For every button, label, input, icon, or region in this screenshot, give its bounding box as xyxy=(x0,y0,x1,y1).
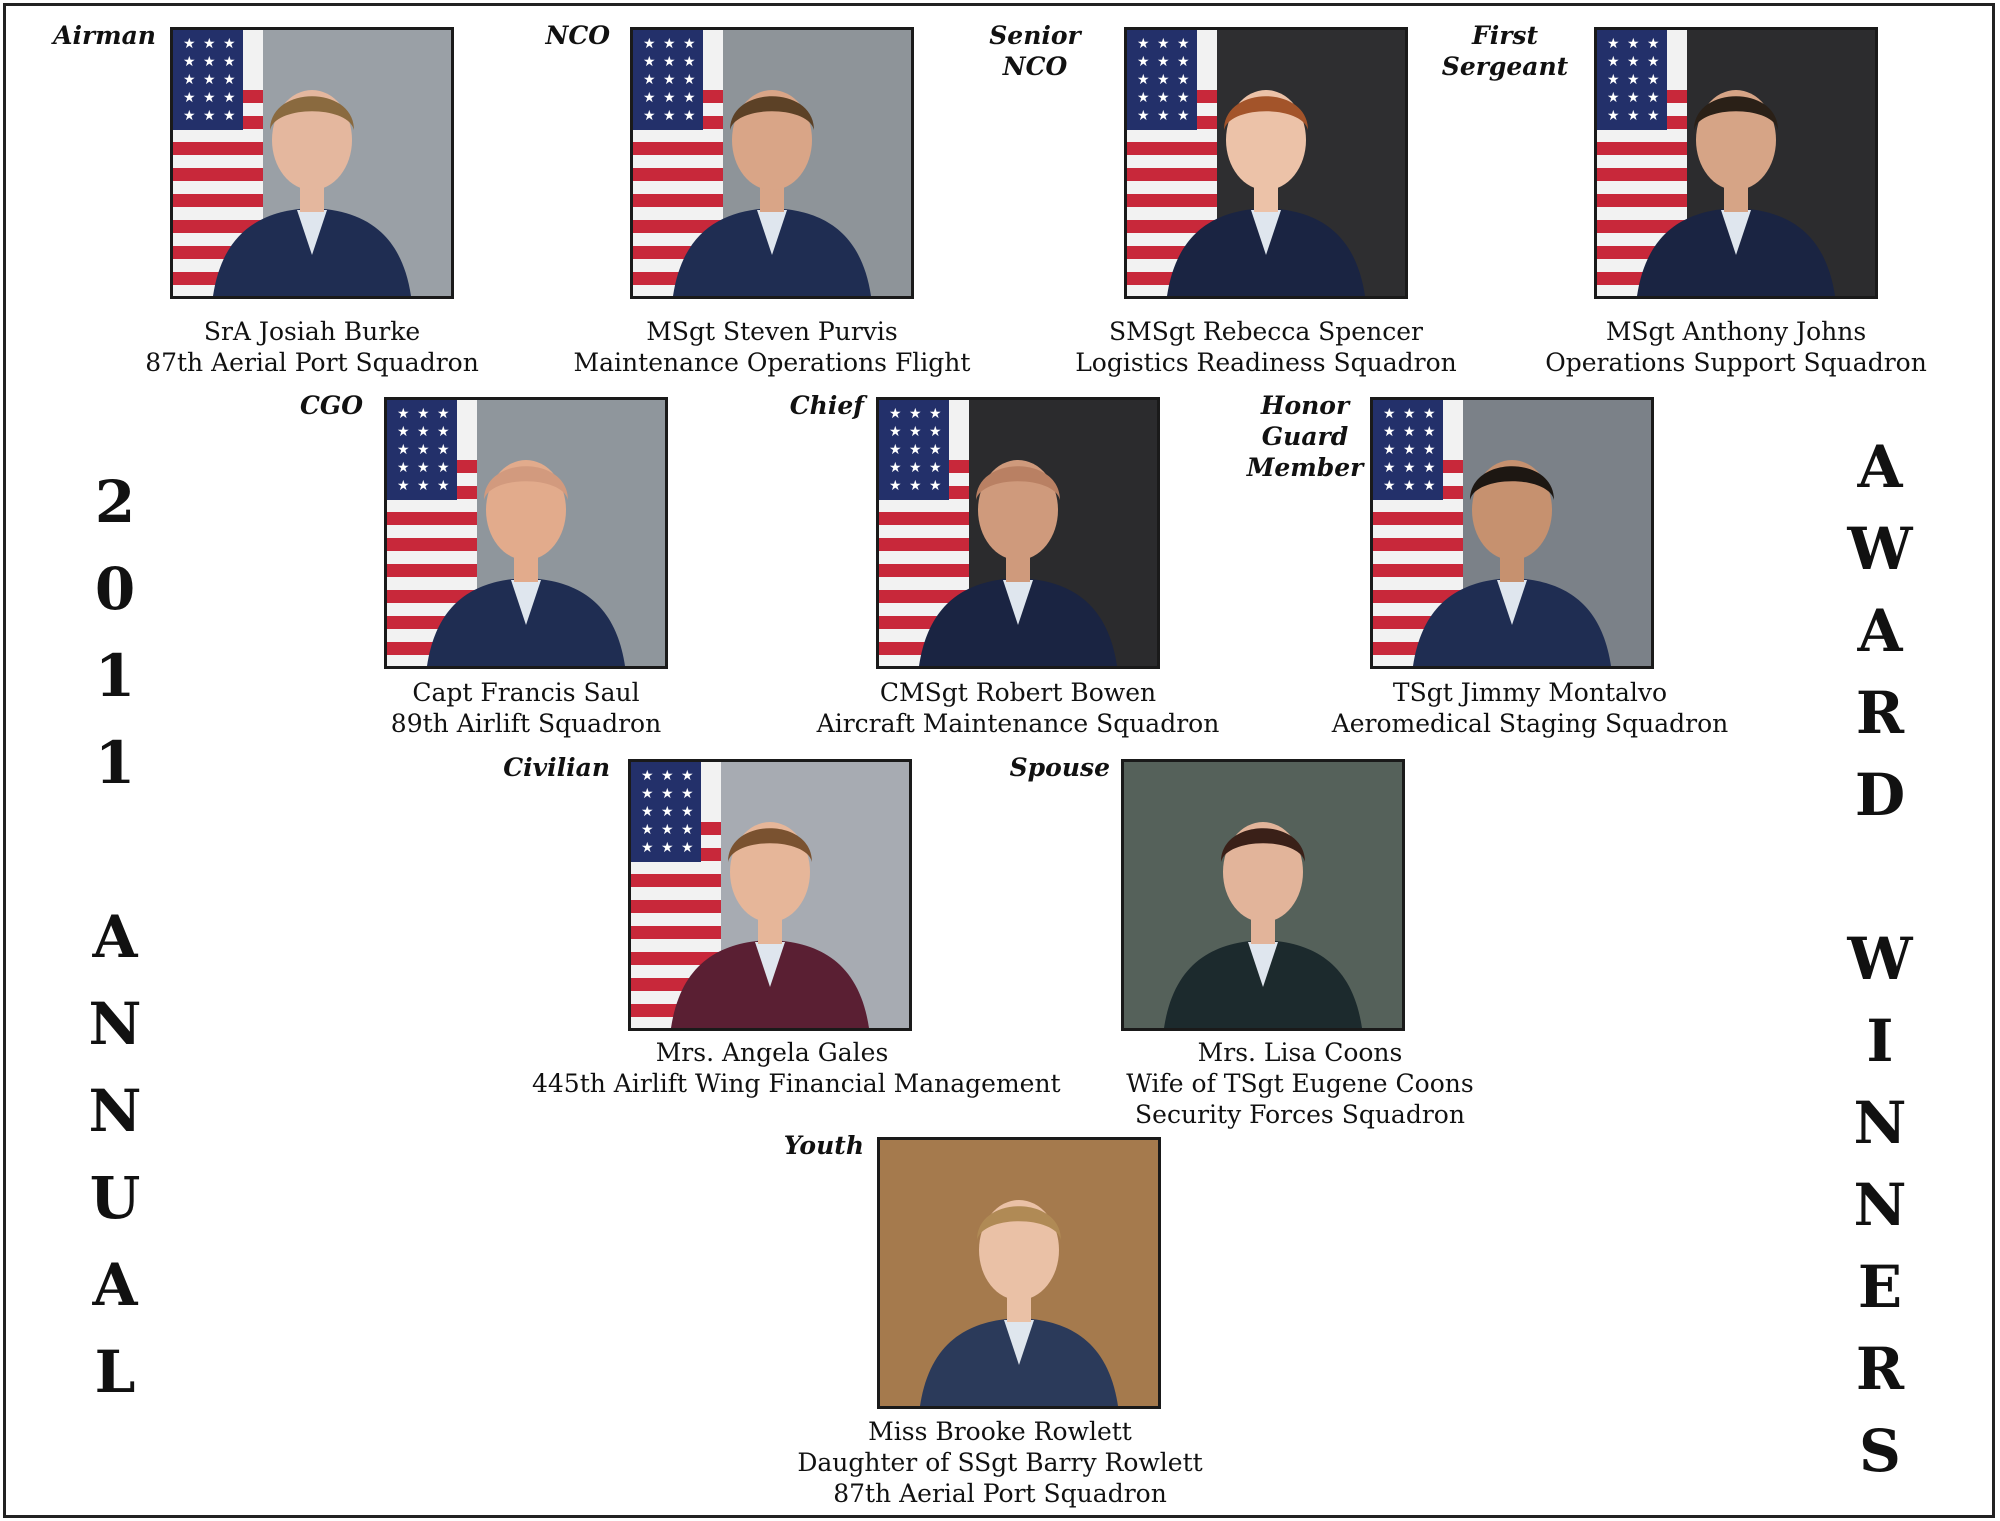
svg-text:★: ★ xyxy=(437,406,450,422)
winner-photo xyxy=(877,1137,1161,1409)
vertical-letter: 0 xyxy=(94,555,136,623)
portrait-svg xyxy=(880,1140,1158,1406)
category-line: Civilian xyxy=(503,753,610,782)
svg-text:★: ★ xyxy=(1157,54,1170,70)
winner-unit: Aircraft Maintenance Squadron xyxy=(816,709,1220,738)
svg-text:★: ★ xyxy=(203,54,216,70)
svg-text:★: ★ xyxy=(183,108,196,124)
svg-text:★: ★ xyxy=(183,36,196,52)
winner-caption xyxy=(760,1416,1240,1509)
winner-photo xyxy=(1370,397,1654,669)
vertical-letter: 1 xyxy=(94,642,136,710)
winner-photo xyxy=(876,397,1160,669)
svg-text:★: ★ xyxy=(417,478,430,494)
svg-text:★: ★ xyxy=(203,36,216,52)
winner-name: SrA Josiah Burke xyxy=(203,317,421,346)
svg-text:★: ★ xyxy=(397,442,410,458)
svg-text:★: ★ xyxy=(223,36,236,52)
winner-caption xyxy=(1496,316,1976,378)
vertical-letter: W xyxy=(1847,925,1913,993)
category-label xyxy=(960,20,1110,82)
svg-text:★: ★ xyxy=(683,72,696,88)
category-line: NCO xyxy=(1002,52,1068,81)
vertical-letter: A xyxy=(1857,597,1903,665)
vertical-letter: N xyxy=(88,1077,142,1145)
category-line: Chief xyxy=(789,391,864,420)
vertical-letter: S xyxy=(1859,1417,1901,1485)
svg-text:★: ★ xyxy=(1423,478,1436,494)
svg-text:★: ★ xyxy=(909,478,922,494)
svg-text:★: ★ xyxy=(641,786,654,802)
vertical-letter: E xyxy=(1857,1253,1903,1321)
svg-text:★: ★ xyxy=(1627,72,1640,88)
svg-text:★: ★ xyxy=(681,804,694,820)
vertical-letter: A xyxy=(1857,433,1903,501)
svg-text:★: ★ xyxy=(643,54,656,70)
winner-photo xyxy=(1124,27,1408,299)
category-label xyxy=(250,390,363,421)
winner-unit: 87th Aerial Port Squadron xyxy=(145,348,479,377)
portrait-svg xyxy=(1127,30,1405,296)
winner-caption xyxy=(1290,677,1770,739)
winner-caption xyxy=(778,677,1258,739)
winner-unit: Maintenance Operations Flight xyxy=(573,348,971,377)
svg-text:★: ★ xyxy=(1177,108,1190,124)
svg-text:★: ★ xyxy=(661,786,674,802)
svg-text:★: ★ xyxy=(929,424,942,440)
svg-text:★: ★ xyxy=(1177,72,1190,88)
svg-text:★: ★ xyxy=(1157,90,1170,106)
winner-unit-line-2: Security Forces Squadron xyxy=(1135,1100,1465,1129)
vertical-letter: A xyxy=(92,1251,138,1319)
winner-unit-line-2: 87th Aerial Port Squadron xyxy=(833,1479,1167,1508)
svg-text:★: ★ xyxy=(1423,460,1436,476)
vertical-letter: N xyxy=(1853,1089,1907,1157)
svg-text:★: ★ xyxy=(223,72,236,88)
winner-name: Mrs. Lisa Coons xyxy=(1197,1038,1403,1067)
svg-text:★: ★ xyxy=(1647,90,1660,106)
portrait-svg xyxy=(879,400,1157,666)
vertical-letter: D xyxy=(1854,761,1906,829)
svg-text:★: ★ xyxy=(641,822,654,838)
svg-text:★: ★ xyxy=(397,406,410,422)
category-label xyxy=(1420,20,1590,82)
portrait-svg xyxy=(1124,762,1402,1028)
svg-text:★: ★ xyxy=(661,768,674,784)
svg-text:★: ★ xyxy=(681,786,694,802)
svg-text:★: ★ xyxy=(1137,54,1150,70)
svg-text:★: ★ xyxy=(1607,54,1620,70)
svg-text:★: ★ xyxy=(1607,108,1620,124)
portrait-svg xyxy=(1373,400,1651,666)
svg-text:★: ★ xyxy=(417,406,430,422)
portrait-svg xyxy=(387,400,665,666)
svg-text:★: ★ xyxy=(663,36,676,52)
winner-unit: Operations Support Squadron xyxy=(1545,348,1927,377)
svg-text:★: ★ xyxy=(661,822,674,838)
category-line: NCO xyxy=(545,21,610,50)
svg-text:★: ★ xyxy=(1403,460,1416,476)
svg-text:★: ★ xyxy=(183,54,196,70)
vertical-letter: L xyxy=(94,1338,136,1406)
svg-text:★: ★ xyxy=(203,90,216,106)
vertical-letter: W xyxy=(1847,515,1913,583)
vertical-letter: R xyxy=(1855,1335,1905,1403)
svg-text:★: ★ xyxy=(641,840,654,856)
category-label xyxy=(440,752,610,783)
svg-text:★: ★ xyxy=(681,768,694,784)
svg-text:★: ★ xyxy=(683,90,696,106)
svg-text:★: ★ xyxy=(643,72,656,88)
svg-text:★: ★ xyxy=(397,478,410,494)
svg-text:★: ★ xyxy=(1647,72,1660,88)
svg-text:★: ★ xyxy=(1157,108,1170,124)
svg-text:★: ★ xyxy=(889,442,902,458)
svg-text:★: ★ xyxy=(909,460,922,476)
winner-name: Capt Francis Saul xyxy=(412,678,640,707)
svg-text:★: ★ xyxy=(889,406,902,422)
category-label xyxy=(1240,390,1370,483)
winner-caption xyxy=(286,677,766,739)
svg-text:★: ★ xyxy=(889,478,902,494)
vertical-letter: N xyxy=(88,990,142,1058)
svg-text:★: ★ xyxy=(397,460,410,476)
vertical-letter: U xyxy=(89,1164,141,1232)
svg-text:★: ★ xyxy=(1137,72,1150,88)
svg-text:★: ★ xyxy=(203,108,216,124)
winner-caption xyxy=(532,1037,1061,1099)
svg-text:★: ★ xyxy=(437,424,450,440)
svg-text:★: ★ xyxy=(1607,72,1620,88)
category-line: CGO xyxy=(299,391,363,420)
svg-text:★: ★ xyxy=(929,406,942,422)
category-label xyxy=(0,20,156,51)
svg-text:★: ★ xyxy=(437,442,450,458)
svg-text:★: ★ xyxy=(1627,36,1640,52)
portrait-svg xyxy=(173,30,451,296)
svg-text:★: ★ xyxy=(1383,460,1396,476)
svg-text:★: ★ xyxy=(663,90,676,106)
svg-text:★: ★ xyxy=(437,478,450,494)
svg-text:★: ★ xyxy=(889,424,902,440)
svg-text:★: ★ xyxy=(1157,72,1170,88)
winner-name: SMSgt Rebecca Spencer xyxy=(1109,317,1423,346)
category-line: Spouse xyxy=(1009,753,1110,782)
svg-text:★: ★ xyxy=(889,460,902,476)
svg-text:★: ★ xyxy=(1383,424,1396,440)
svg-text:★: ★ xyxy=(1647,108,1660,124)
portrait-svg xyxy=(633,30,911,296)
winner-unit: Daughter of SSgt Barry Rowlett xyxy=(797,1448,1203,1477)
winner-photo xyxy=(630,27,914,299)
svg-text:★: ★ xyxy=(223,90,236,106)
svg-text:★: ★ xyxy=(909,406,922,422)
category-line: Senior xyxy=(989,21,1081,50)
winner-name: MSgt Anthony Johns xyxy=(1605,317,1867,346)
svg-text:★: ★ xyxy=(1177,36,1190,52)
svg-text:★: ★ xyxy=(1627,90,1640,106)
svg-text:★: ★ xyxy=(643,90,656,106)
winner-photo xyxy=(1594,27,1878,299)
category-line: Airman xyxy=(53,21,156,50)
svg-text:★: ★ xyxy=(1137,36,1150,52)
winner-unit: 89th Airlift Squadron xyxy=(390,709,662,738)
svg-text:★: ★ xyxy=(1383,478,1396,494)
svg-text:★: ★ xyxy=(929,478,942,494)
svg-text:★: ★ xyxy=(929,442,942,458)
svg-text:★: ★ xyxy=(1647,54,1660,70)
svg-text:★: ★ xyxy=(1137,90,1150,106)
svg-text:★: ★ xyxy=(417,460,430,476)
vertical-letter: A xyxy=(92,903,138,971)
winner-name: MSgt Steven Purvis xyxy=(646,317,898,346)
category-label xyxy=(700,1130,864,1161)
svg-text:★: ★ xyxy=(1137,108,1150,124)
svg-text:★: ★ xyxy=(663,72,676,88)
svg-text:★: ★ xyxy=(183,72,196,88)
svg-text:★: ★ xyxy=(1403,442,1416,458)
svg-text:★: ★ xyxy=(641,768,654,784)
svg-text:★: ★ xyxy=(223,54,236,70)
category-line: Sergeant xyxy=(1441,52,1569,81)
winner-name: CMSgt Robert Bowen xyxy=(879,678,1157,707)
svg-text:★: ★ xyxy=(1403,406,1416,422)
svg-text:★: ★ xyxy=(1607,90,1620,106)
svg-text:★: ★ xyxy=(681,840,694,856)
category-label xyxy=(700,390,864,421)
svg-text:★: ★ xyxy=(1383,406,1396,422)
winner-photo xyxy=(628,759,912,1031)
svg-text:★: ★ xyxy=(929,460,942,476)
portrait-svg xyxy=(1597,30,1875,296)
svg-text:★: ★ xyxy=(1647,36,1660,52)
winner-name: Mrs. Angela Gales xyxy=(655,1038,889,1067)
svg-text:★: ★ xyxy=(909,424,922,440)
svg-text:★: ★ xyxy=(1383,442,1396,458)
svg-text:★: ★ xyxy=(1403,424,1416,440)
svg-text:★: ★ xyxy=(1423,424,1436,440)
svg-text:★: ★ xyxy=(683,108,696,124)
svg-text:★: ★ xyxy=(663,54,676,70)
svg-text:★: ★ xyxy=(1627,54,1640,70)
category-line: Youth xyxy=(783,1131,864,1160)
winner-caption xyxy=(72,316,552,378)
winner-unit: Aeromedical Staging Squadron xyxy=(1331,709,1729,738)
svg-text:★: ★ xyxy=(683,54,696,70)
vertical-letter: 1 xyxy=(94,729,136,797)
svg-text:★: ★ xyxy=(909,442,922,458)
winner-photo xyxy=(170,27,454,299)
svg-text:★: ★ xyxy=(643,108,656,124)
winner-name: Miss Brooke Rowlett xyxy=(868,1417,1132,1446)
winner-name: TSgt Jimmy Montalvo xyxy=(1392,678,1668,707)
svg-text:★: ★ xyxy=(1177,54,1190,70)
winner-unit: 445th Airlift Wing Financial Management xyxy=(532,1069,1061,1098)
category-line: Guard xyxy=(1261,422,1349,451)
winner-caption xyxy=(1060,1037,1540,1130)
vertical-letter: 2 xyxy=(94,468,136,536)
svg-text:★: ★ xyxy=(1627,108,1640,124)
svg-text:★: ★ xyxy=(661,804,674,820)
svg-text:★: ★ xyxy=(417,424,430,440)
category-line: Member xyxy=(1246,453,1364,482)
svg-text:★: ★ xyxy=(223,108,236,124)
svg-text:★: ★ xyxy=(1607,36,1620,52)
svg-text:★: ★ xyxy=(683,36,696,52)
svg-text:★: ★ xyxy=(397,424,410,440)
svg-text:★: ★ xyxy=(663,108,676,124)
svg-text:★: ★ xyxy=(1157,36,1170,52)
svg-text:★: ★ xyxy=(1177,90,1190,106)
winner-photo xyxy=(1121,759,1405,1031)
category-line: Honor xyxy=(1260,391,1350,420)
svg-text:★: ★ xyxy=(661,840,674,856)
svg-text:★: ★ xyxy=(203,72,216,88)
portrait-svg xyxy=(631,762,909,1028)
winner-unit: Logistics Readiness Squadron xyxy=(1075,348,1457,377)
vertical-letter: I xyxy=(1866,1007,1894,1075)
category-label xyxy=(460,20,610,51)
svg-text:★: ★ xyxy=(437,460,450,476)
category-label xyxy=(960,752,1110,783)
winner-photo xyxy=(384,397,668,669)
svg-text:★: ★ xyxy=(417,442,430,458)
category-line: First xyxy=(1471,21,1539,50)
winner-unit: Wife of TSgt Eugene Coons xyxy=(1126,1069,1474,1098)
svg-text:★: ★ xyxy=(643,36,656,52)
svg-text:★: ★ xyxy=(1423,406,1436,422)
svg-text:★: ★ xyxy=(1423,442,1436,458)
svg-text:★: ★ xyxy=(183,90,196,106)
svg-text:★: ★ xyxy=(681,822,694,838)
winner-caption xyxy=(1026,316,1506,378)
vertical-letter: N xyxy=(1853,1171,1907,1239)
winner-caption xyxy=(532,316,1012,378)
vertical-letter: R xyxy=(1855,679,1905,747)
svg-text:★: ★ xyxy=(1403,478,1416,494)
svg-text:★: ★ xyxy=(641,804,654,820)
